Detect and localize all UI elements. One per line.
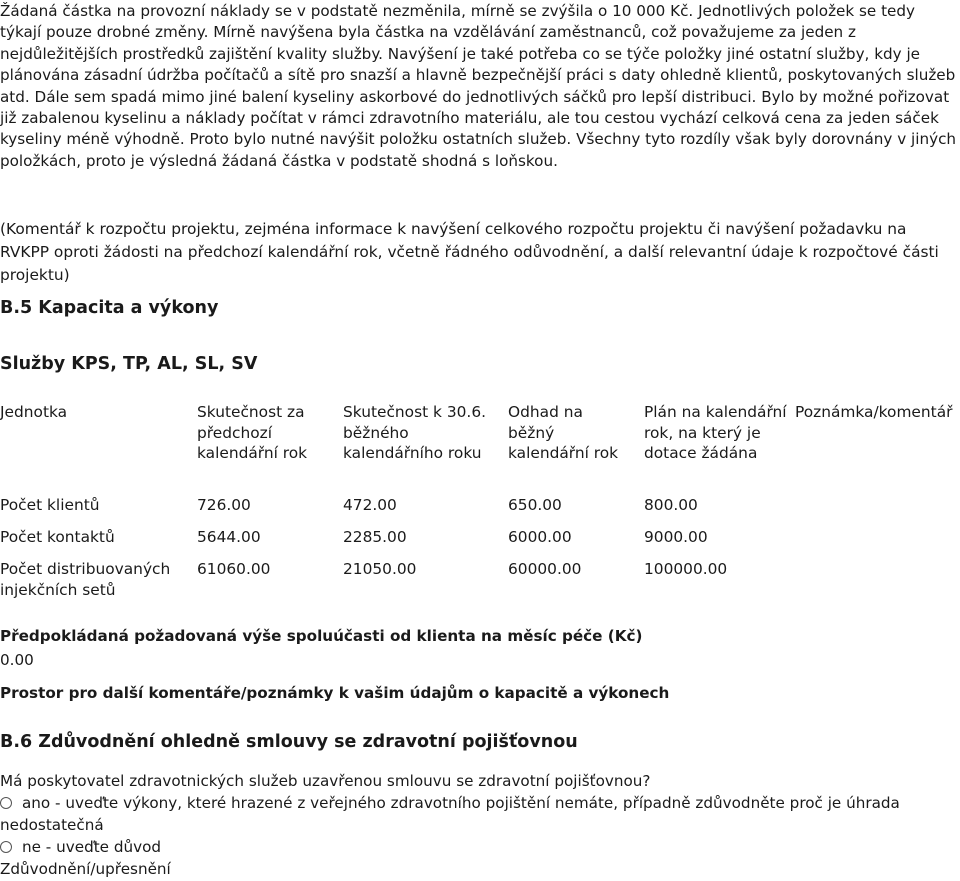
table-header-note: Poznámka/komentář: [795, 403, 953, 421]
table-cell-unit: Počet kontaktů: [0, 528, 115, 546]
radio-yes[interactable]: [0, 797, 12, 809]
copay-value: 0.00: [0, 651, 34, 669]
section-b6-title: B.6 Zdůvodnění ohledně smlouvy se zdravotní pojišťovnou: [0, 732, 578, 752]
option-no-label: ne - uveďte důvod: [22, 838, 162, 856]
table-header-midyear: Skutečnost k 30.6. běžného kalendářního roku: [343, 403, 487, 462]
insurance-question: Má poskytovatel zdravotnických služeb uzavřenou smlouvu se zdravotní pojišťovnou?: [0, 772, 651, 790]
table-cell-midyear: 21050.00: [343, 560, 417, 578]
extra-comments-label: Prostor pro další komentáře/poznámky k vašim údajům o kapacitě a výkonech: [0, 684, 670, 702]
table-cell-prev-year: 726.00: [197, 496, 251, 514]
table-header-prev-year: Skutečnost za předchozí kalendářní rok: [197, 403, 308, 462]
copay-label: Předpokládaná požadovaná výše spoluúčasti od klienta na měsíc péče (Kč): [0, 627, 643, 645]
intro-paragraph: Žádaná částka na provozní náklady se v podstatě nezměnila, mírně se zvýšila o 10 000 Kč. Jednotlivých položek se tedy týkají pouze drobné změny. Mírně navýšena byla částka na vzdělávání zaměstnanců, což považujeme za jeden z nejdůležitějších prostředků zajištění kvality služby. Navýšení je také potřeba co se týče položky jiné ostatní služby, kdy je plánována zásadní údržba počítačů a sítě pro snazší a hlavně bezpečnější práci s daty ohledně klientů, poskytovaných služeb atd. Dále sem spadá mimo jiné balení kyseliny askorbové do jednotlivých sáčků pro lepší distribuci. Bylo by možné pořizovat již zabalenou kyselinu a náklady počítat v rámci zdravotního materiálu, ale tou cestou vychází celková cena za jeden sáček kyseliny méně výhodně. Proto bylo nutné navýšit položku ostatních služeb. Všechny tyto rozdíly však byly dorovnány v jiných položkách, proto je výsledná žádaná částka v podstatě shodná s loňskou.: [0, 2, 957, 170]
section-b5-title: B.5 Kapacita a výkony: [0, 298, 219, 318]
table-header-unit: Jednotka: [0, 403, 68, 421]
table-cell-midyear: 2285.00: [343, 528, 407, 546]
table-cell-unit: Počet distribuovaných injekčních setů: [0, 560, 171, 599]
radio-no[interactable]: [0, 841, 12, 853]
table-cell-plan: 100000.00: [644, 560, 728, 578]
services-title: Služby KPS, TP, AL, SL, SV: [0, 354, 258, 374]
option-no[interactable]: [0, 837, 950, 859]
table-cell-plan: 9000.00: [644, 528, 708, 546]
option-yes[interactable]: [0, 793, 950, 836]
table-cell-midyear: 472.00: [343, 496, 397, 514]
table-cell-estimate: 650.00: [508, 496, 562, 514]
justification-label: Zdůvodnění/upřesnění: [0, 860, 171, 878]
table-cell-unit: Počet klientů: [0, 496, 100, 514]
budget-comment-note: (Komentář k rozpočtu projektu, zejména informace k navýšení celkového rozpočtu projektu či navýšení požadavku na RVKPP oproti žádosti na předchozí kalendářní rok, včetně řádného odůvodnění, a další relevantní údaje k rozpočtové části projektu): [0, 220, 939, 284]
option-yes-label: ano - uveďte výkony, které hrazené z veřejného zdravotního pojištění nemáte, případně zdůvodněte proč je úhrada nedostatečná: [0, 794, 900, 834]
table-cell-plan: 800.00: [644, 496, 698, 514]
table-cell-prev-year: 61060.00: [197, 560, 271, 578]
table-cell-estimate: 6000.00: [508, 528, 572, 546]
table-header-estimate: Odhad na běžný kalendářní rok: [508, 403, 619, 462]
table-cell-prev-year: 5644.00: [197, 528, 261, 546]
table-cell-estimate: 60000.00: [508, 560, 582, 578]
table-header-plan: Plán na kalendářní rok, na který je dotace žádána: [644, 403, 787, 462]
